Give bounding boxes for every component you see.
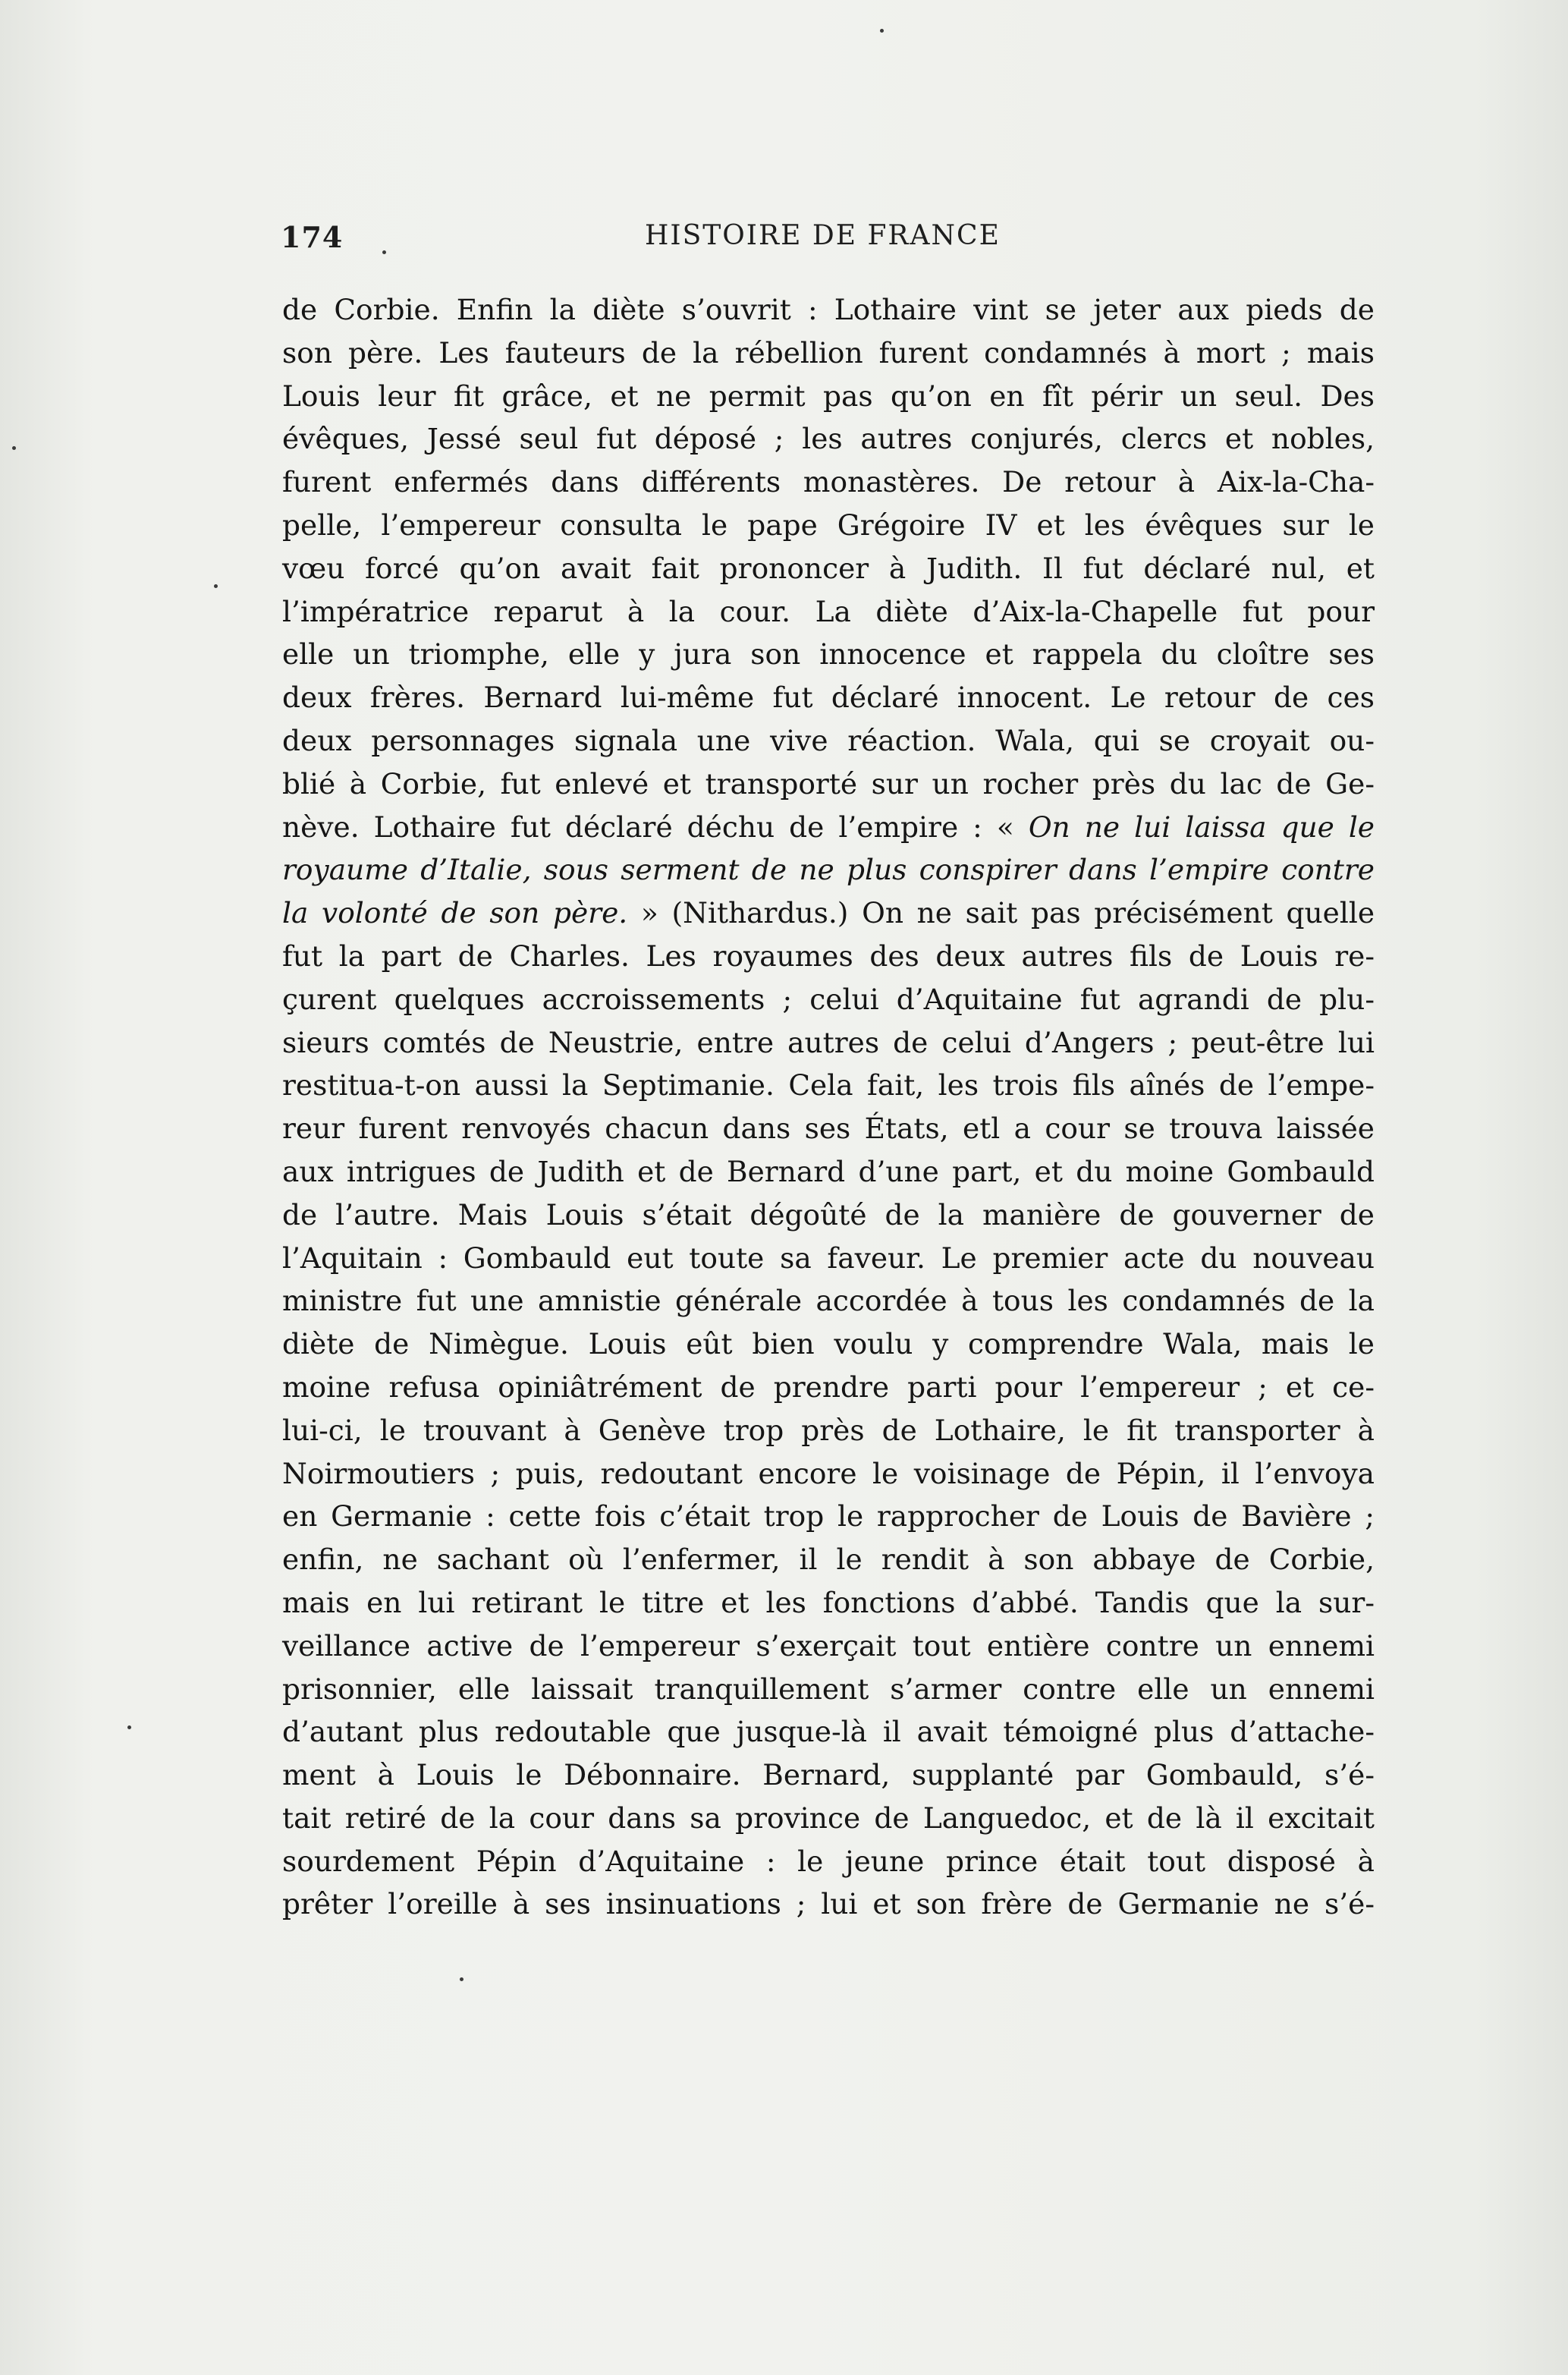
- paper-speck: [382, 250, 386, 254]
- text-line: elle un triomphe, elle y jura son innocence et rappela du cloître ses: [282, 637, 1375, 672]
- text-line: vœu forcé qu’on avait fait prononcer à Judith. Il fut déclaré nul, et: [282, 551, 1375, 585]
- paper-speck: [214, 584, 218, 588]
- text-line: lui-ci, le trouvant à Genève trop près de Lothaire, le fit transporter à: [282, 1413, 1375, 1447]
- text-line: ministre fut une amnistie générale accordée à tous les condamnés de la: [282, 1284, 1375, 1318]
- paper-speck: [880, 29, 884, 33]
- text-line: diète de Nimègue. Louis eût bien voulu y comprendre Wala, mais le: [282, 1327, 1375, 1361]
- text-line: enfin, ne sachant où l’enfermer, il le rendit à son abbaye de Corbie,: [282, 1543, 1375, 1577]
- text-line-with-quote: [282, 806, 1375, 849]
- text-line: Louis leur fit grâce, et ne permit pas qu’on en fît périr un seul. Des: [282, 379, 1375, 413]
- text-line: fut la part de Charles. Les royaumes des deux autres fils de Louis re-: [282, 939, 1375, 973]
- text-line: son père. Les fauteurs de la rébellion furent condamnés à mort ; mais: [282, 335, 1375, 370]
- running-title: HISTOIRE DE FRANCE: [645, 220, 1001, 251]
- text-line: deux personnages signala une vive réaction. Wala, qui se croyait ou-: [282, 723, 1375, 757]
- text-line: prêter l’oreille à ses insinuations ; lui et son frère de Germanie ne s’é-: [282, 1887, 1375, 1921]
- paper-speck: [127, 1725, 131, 1729]
- text-line: blié à Corbie, fut enlevé et transporté sur un rocher près du lac de Ge-: [282, 766, 1375, 801]
- quote-citation: » (Nithardus.) On ne sait pas précisément quelle: [640, 896, 1375, 930]
- text-line: sourdement Pépin d’Aquitaine : le jeune prince était tout disposé à: [282, 1844, 1375, 1878]
- text-line: deux frères. Bernard lui-même fut déclaré innocent. Le retour de ces: [282, 681, 1375, 715]
- text-line: mais en lui retirant le titre et les fonctions d’abbé. Tandis que la sur-: [282, 1585, 1375, 1619]
- paper-speck: [12, 446, 16, 450]
- quote-italic-start: On ne lui laissa que le: [1028, 810, 1375, 844]
- text-line: veillance active de l’empereur s’exerçait tout entière contre un ennemi: [282, 1628, 1375, 1662]
- quote-intro: nève. Lothaire fut déclaré déchu de l’empire : «: [282, 810, 1014, 844]
- text-line: moine refusa opiniâtrément de prendre parti pour l’empereur ; et ce-: [282, 1370, 1375, 1404]
- text-line: d’autant plus redoutable que jusque-là il avait témoigné plus d’attache-: [282, 1715, 1375, 1749]
- text-line: tait retiré de la cour dans sa province de Languedoc, et de là il excitait: [282, 1801, 1375, 1835]
- text-line: l’Aquitain : Gombauld eut toute sa faveur. Le premier acte du nouveau: [282, 1241, 1375, 1275]
- text-line: aux intrigues de Judith et de Bernard d’une part, et du moine Gombauld: [282, 1154, 1375, 1188]
- text-line: de Corbie. Enfin la diète s’ouvrit : Lothaire vint se jeter aux pieds de: [282, 293, 1375, 326]
- text-line: reur furent renvoyés chacun dans ses États, etl a cour se trouva laissée: [282, 1112, 1375, 1146]
- paper-speck: [460, 1977, 463, 1981]
- text-line: restitua-t-on aussi la Septimanie. Cela fait, les trois fils aînés de l’empe-: [282, 1068, 1375, 1103]
- page-number: 174: [281, 220, 344, 254]
- text-line-italic: royaume d’Italie, sous serment de ne plus conspirer dans l’empire contre: [282, 853, 1375, 887]
- text-line: pelle, l’empereur consulta le pape Grégoire IV et les évêques sur le: [282, 508, 1375, 542]
- text-line: de l’autre. Mais Louis s’était dégoûté de la manière de gouverner de: [282, 1197, 1375, 1232]
- text-line: l’impératrice reparut à la cour. La diète d’Aix-la-Chapelle fut pour: [282, 594, 1375, 628]
- text-line: ment à Louis le Débonnaire. Bernard, supplanté par Gombauld, s’é-: [282, 1758, 1375, 1792]
- text-line: évêques, Jessé seul fut déposé ; les autres conjurés, clercs et nobles,: [282, 422, 1375, 456]
- text-line: sieurs comtés de Neustrie, entre autres de celui d’Angers ; peut-être lui: [282, 1025, 1375, 1059]
- text-line-with-quote-end: [282, 892, 1375, 935]
- text-line: Noirmoutiers ; puis, redoutant encore le voisinage de Pépin, il l’envoya: [282, 1456, 1375, 1490]
- page-header: [281, 220, 1373, 266]
- text-line: en Germanie : cette fois c’était trop le rapprocher de Louis de Bavière ;: [282, 1499, 1375, 1534]
- text-line: prisonnier, elle laissait tranquillement s’armer contre elle un ennemi: [282, 1672, 1375, 1706]
- body-text: [282, 288, 1375, 1926]
- text-line: furent enfermés dans différents monastères. De retour à Aix-la-Cha-: [282, 465, 1375, 499]
- text-line: çurent quelques accroissements ; celui d’Aquitaine fut agrandi de plu-: [282, 982, 1375, 1016]
- quote-italic-end: la volonté de son père.: [282, 896, 628, 930]
